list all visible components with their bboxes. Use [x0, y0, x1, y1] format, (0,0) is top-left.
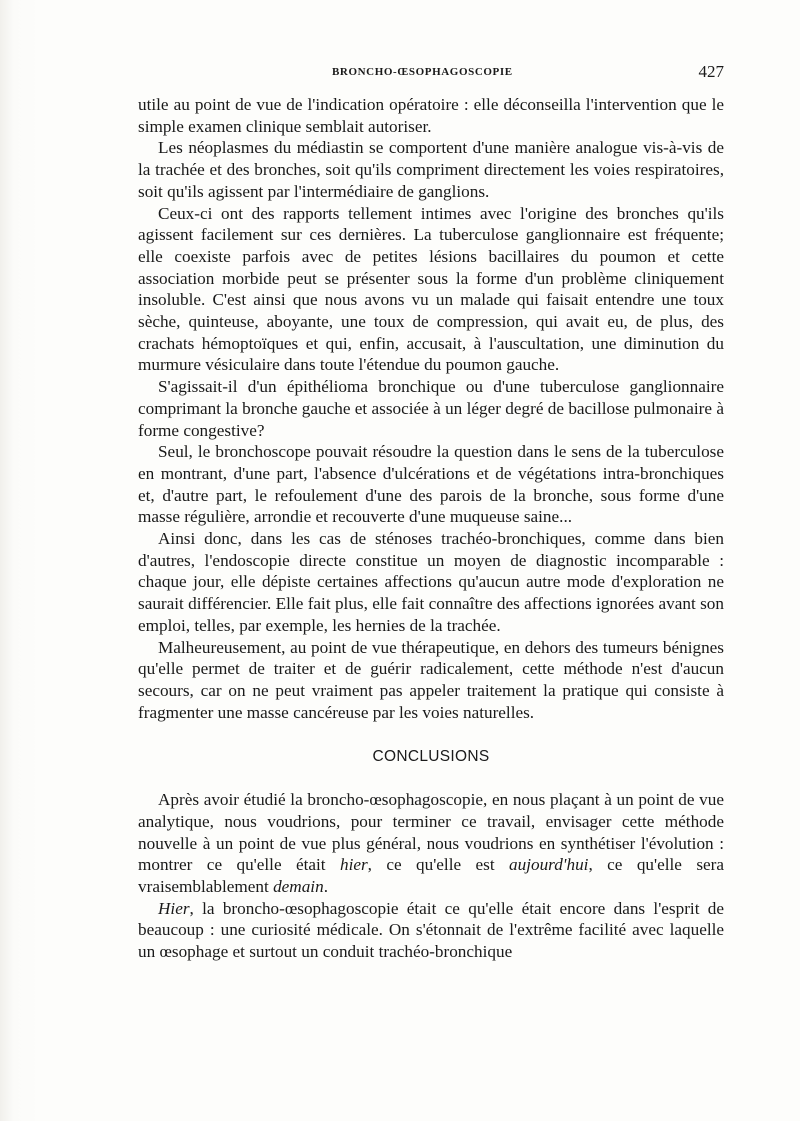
paragraph: utile au point de vue de l'indication opératoire : elle déconseilla l'intervention que le simple examen clinique semblait autoriser. — [138, 95, 724, 136]
conclusion-paragraph — [138, 789, 724, 898]
text-run: Après avoir étudié la broncho-œsophagoscopie, en nous plaçant à un point de vue analytique, nous voudrions, pour terminer ce travail, envisager cette méthode nouvelle à un point de vue plus général, nous voudrions en synthétiser l'évolution : montrer ce qu'elle était — [138, 790, 724, 875]
text-run: . — [323, 876, 328, 896]
paragraph: Seul, le bronchoscope pouvait résoudre la question dans le sens de la tuberculose en montrant, d'une part, l'absence d'ulcérations et de végétations intra-bronchiques et, d'autre part, le refoulement d'une des parois de la bronche, sous forme d'une masse régulière, arrondie et recouverte d'une muqueuse saine... — [138, 442, 724, 527]
text-run: , ce qu'elle sera vraisemblablement — [138, 855, 724, 896]
paragraph: Ceux-ci ont des rapports tellement intimes avec l'origine des bronches qu'ils agissent facilement sur ces dernières. La tuberculose ganglionnaire est fréquente; elle coexiste parfois avec de petites lésions bacillaires du poumon et cette association morbide peut se présenter sous la forme d'un problème cliniquement insoluble. C'est ainsi que nous avons vu un malade qui faisait entendre une toux sèche, quinteuse, aboyante, une toux de compression, qui avait eu, de plus, des crachats hémoptoïques et qui, enfin, accusait, à l'auscultation, une diminution du murmure vésiculaire dans toute l'étendue du poumon gauche. — [138, 203, 724, 375]
running-title: BRONCHO-ŒSOPHAGOSCOPIE — [332, 66, 513, 78]
italic-word: aujourd'hui — [509, 855, 589, 875]
text-run: , la broncho-œsophagoscopie était ce qu'elle était encore dans l'esprit de beaucoup : une curiosité médicale. On s'étonnait de l'extrême facilité avec laquelle un œsophage et surtout un conduit trachéo-bronchique — [138, 898, 724, 962]
conclusion-paragraph — [138, 898, 724, 963]
italic-word: demain — [273, 876, 324, 896]
text-run: , ce qu'elle est — [367, 855, 510, 875]
italic-word: hier — [339, 855, 368, 875]
section-heading: CONCLUSIONS — [372, 748, 490, 766]
page-header — [138, 62, 724, 84]
paragraph: Les néoplasmes du médiastin se comportent d'une manière analogue vis-à-vis de la trachée et des bronches, soit qu'ils compriment directement les voies respiratoires, soit qu'ils agissent par l'intermédiaire de ganglions. — [138, 138, 724, 201]
body-text — [138, 94, 724, 963]
paragraph: Malheureusement, au point de vue thérapeutique, en dehors des tumeurs bénignes qu'elle permet de traiter et de guérir radicalement, cette méthode n'est d'aucun secours, car on ne peut vraiment pas appeler traitement la pratique qui consiste à fragmenter une masse cancéreuse par les voies naturelles. — [138, 637, 724, 722]
italic-word: Hier — [158, 898, 190, 918]
paragraph: S'agissait-il d'un épithélioma bronchique ou d'une tuberculose ganglionnaire comprimant la bronche gauche et associée à un léger degré de bacillose pulmonaire à forme congestive? — [138, 377, 724, 440]
page-number: 427 — [698, 62, 724, 81]
paragraph: Ainsi donc, dans les cas de sténoses trachéo-bronchiques, comme dans bien d'autres, l'endoscopie directe constitue un moyen de diagnostic incomparable : chaque jour, elle dépiste certaines affections qu'aucun autre mode d'exploration ne saurait différencier. Elle fait plus, elle fait connaître des affections ignorées avant son emploi, telles, par exemple, les hernies de la trachée. — [138, 529, 724, 635]
